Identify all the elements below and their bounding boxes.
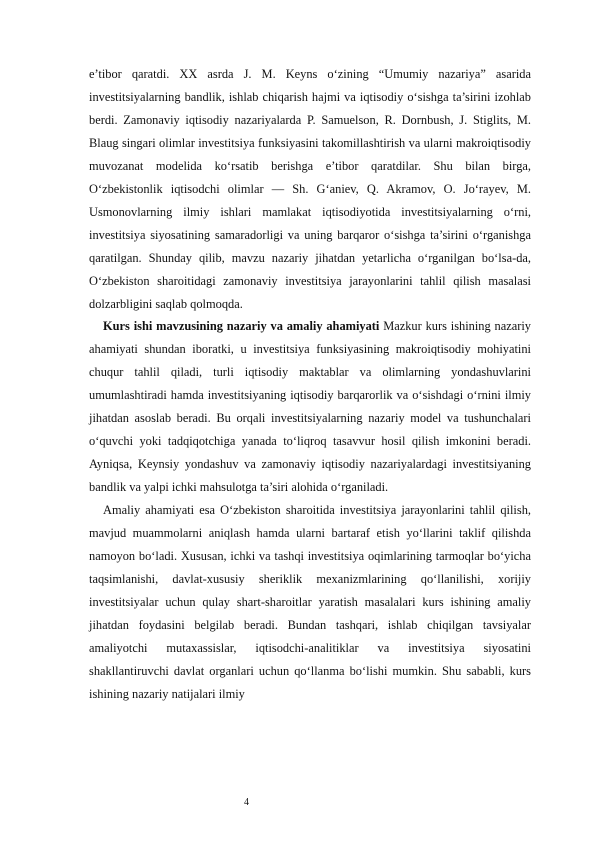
body-text: [89, 63, 531, 706]
paragraph-2-body: Mazkur kurs ishining nazariy ahamiyati shundan iboratki, u investitsiya funksiyasining makroiqtisodiy mohiyatini chuqur tahlil qiladi, turli iqtisodiy maktablar va olimlarning yondashuvlarini umumlashtiradi hamda investitsiyaning iqtisodiy barqarorlik va o‘sishdagi o‘rnini ilmiy jihatdan asoslab beradi. Bu orqali investitsiyalarning nazariy model va tushunchalari o‘quvchi yoki tadqiqotchiga yanada to‘liqroq tasavvur hosil qilish imkonini beradi. Ayniqsa, Keynsiy yondashuv va zamonaviy iqtisodiy nazariyalardagi investitsiyaning bandlik va yalpi ichki mahsulotga ta’siri alohida o‘rganiladi.: [89, 319, 531, 495]
paragraph-2: [89, 315, 531, 499]
paragraph-1: e’tibor qaratdi. XX asrda J. M. Keyns o‘zining “Umumiy nazariya” asarida investitsiyalarning bandlik, ishlab chiqarish hajmi va iqtisodiy o‘sishga ta’sirini izohlab berdi. Zamonaviy iqtisodiy nazariyalarda P. Samuelson, R. Dornbush, J. Stiglits, M. Blaug singari olimlar investitsiya funksiyasini takomillashtirish va ularni makroiqtisodiy muvozanat modelida ko‘rsatib berishga e’tibor qaratdilar. Shu bilan birga, O‘zbekistonlik iqtisodchi olimlar — Sh. G‘aniev, Q. Akramov, O. Jo‘rayev, M. Usmonovlarning ilmiy ishlari mamlakat iqtisodiyotida investitsiyalarning o‘rni, investitsiya siyosatining samaradorligi va uning barqaror o‘sishga ta’sirini o‘rganishga qaratilgan. Shunday qilib, mavzu nazariy jihatdan yetarlicha o‘rganilgan bo‘lsa-da, O‘zbekiston sharoitidagi zamonaviy investitsiya jarayonlarini tahlil qilish masalasi dolzarbligini saqlab qolmoqda.: [89, 67, 531, 311]
section-heading: Kurs ishi mavzusining nazariy va amaliy ahamiyati: [103, 319, 380, 334]
page-number: 4: [244, 797, 249, 808]
paragraph-3: Amaliy ahamiyati esa O‘zbekiston sharoitida investitsiya jarayonlarini tahlil qilish, mavjud muammolarni aniqlash hamda ularni bartaraf etish yo‘llarini taklif qilishda namoyon bo‘ladi. Xususan, ichki va tashqi investitsiya oqimlarining tarmoqlar bo‘yicha taqsimlanishi, davlat-xususiy sheriklik mexanizmlarining qo‘llanilishi, xorijiy investitsiyalar uchun qulay shart-sharoitlar yaratish masalalari kurs ishining amaliy jihatdan foydasini belgilab beradi. Bundan tashqari, ishlab chiqilgan tavsiyalar amaliyotchi mutaxassislar, iqtisodchi-analitiklar va investitsiya siyosatini shakllantiruvchi davlat organlari uchun qo‘llanma bo‘lishi mumkin. Shu sababli, kurs ishining nazariy natijalari ilmiy: [89, 503, 531, 701]
